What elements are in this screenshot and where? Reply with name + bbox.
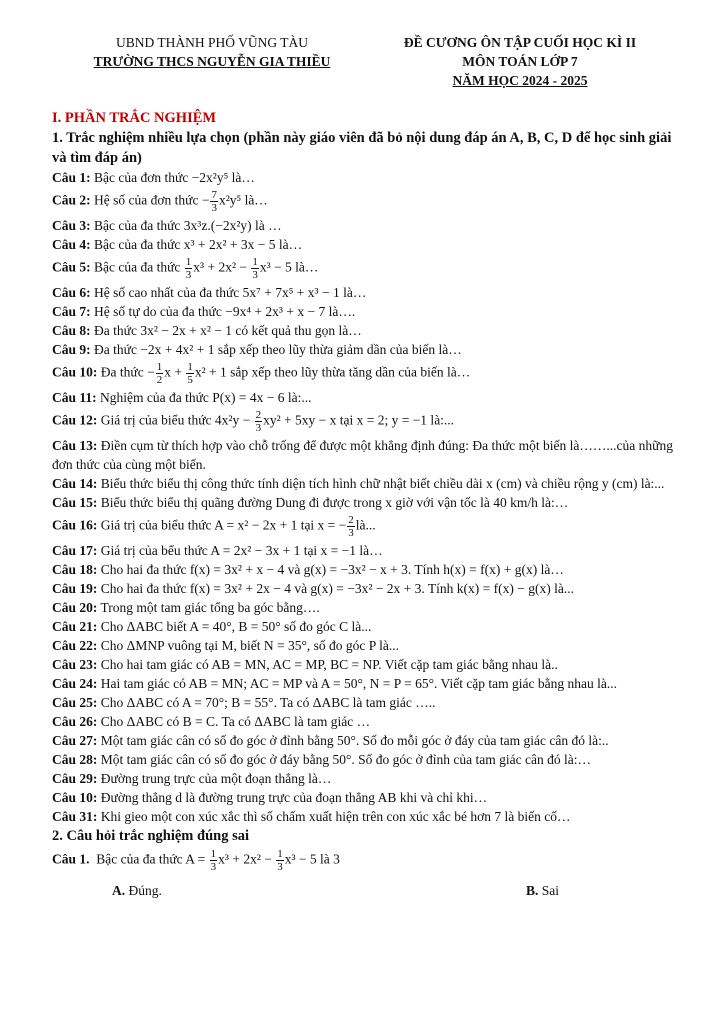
question: Câu 28: Một tam giác cân có số đo góc ở đáy bằng 50°. Số đo góc ở đỉnh của tam giác cân đó là:… [52,752,591,767]
question: Câu 21: Cho ΔABC biết A = 40°, B = 50° số đo góc C là... [52,619,372,634]
answer-option-a[interactable]: A. Đúng. [112,883,162,898]
question: Câu 19: Cho hai đa thức f(x) = 3x² + 2x − 4 và g(x) = −3x² − 2x + 3. Tính k(x) = f(x) − g(x) là... [52,581,574,596]
question: Câu 15: Biểu thức biểu thị quãng đường Dung đi được trong x giờ với vận tốc là 40 km/h là:… [52,495,569,510]
question: Câu 16: Giá trị của biểu thức A = x² − 2x + 1 tại x = − $\frac{2}{3}$ là... [52,514,376,539]
question: Câu 10: Đường thẳng d là đường trung trực của đoạn thẳng AB khi và chỉ khi… [52,790,488,805]
question: Câu 3: Bậc của đa thức 3x³z.(−2x²y) là … [52,218,282,233]
header-left [52,33,372,71]
fraction: $\frac{2}{3}$ [255,409,262,434]
section-title: I. PHẦN TRẮC NGHIỆM [52,110,217,126]
question: Câu 1: Bậc của đơn thức −2x²y⁵ là… [52,170,255,185]
question: Câu 11: Nghiệm của đa thức P(x) = 4x − 6 là:... [52,390,312,405]
question: Câu 24: Hai tam giác có AB = MN; AC = MP và A = 50°, N = P = 65°. Viết cặp tam giác bằng nhau là... [52,676,618,691]
question: Câu 4: Bậc của đa thức x³ + 2x² + 3x − 5 là… [52,237,303,252]
header-doc-title: ĐỀ CƯƠNG ÔN TẬP CUỐI HỌC KÌ II [403,35,637,50]
question: Câu 6: Hệ số cao nhất của đa thức 5x⁷ + 7x⁵ + x³ − 1 là… [52,285,367,300]
fraction: $\frac{1}{3}$ [185,256,192,281]
header-subject: MÔN TOÁN LỚP 7 [462,54,578,69]
fraction: $\frac{1}{3}$ [252,256,258,281]
question: Câu 22: Cho ΔMNP vuông tại M, biết N = 35°, số đo góc P là... [52,638,399,653]
fraction: $\frac{1}{3}$ [210,848,217,873]
tf-question: Câu 1. Bậc của đa thức A = $\frac{1}{3}$ x³ + 2x² − $\frac{1}{3}$ x³ − 5 là 3 [52,848,340,873]
question: Câu 9: Đa thức −2x + 4x² + 1 sắp xếp theo lũy thừa giảm dần của biến là… [52,342,462,357]
question: Câu 13: Điền cụm từ thích hợp vào chỗ trống để được một khẳng định đúng: Đa thức một biến là……...của những đơn thức của cùng một biến. [52,438,673,472]
question: Câu 18: Cho hai đa thức f(x) = 3x² + x − 4 và g(x) = −3x² − x + 3. Tính h(x) = f(x) + g(x) là… [52,562,564,577]
question: Câu 8: Đa thức 3x² − 2x + x² − 1 có kết quả thu gọn là… [52,323,362,338]
question: Câu 26: Cho ΔABC có B = C. Ta có ΔABC là tam giác … [52,714,371,729]
fraction: $\frac{2}{3}$ [348,514,354,539]
question: Câu 25: Cho ΔABC có A = 70°; B = 55°. Ta có ΔABC là tam giác ….. [52,695,436,710]
question: Câu 23: Cho hai tam giác có AB = MN, AC = MP, BC = NP. Viết cặp tam giác bằng nhau là.. [52,657,558,672]
header-school-year: NĂM HỌC 2024 - 2025 [452,73,588,88]
question: Câu 27: Một tam giác cân có số đo góc ở đỉnh bằng 50°. Số đo mỗi góc ở đáy của tam giác cân đó là:.. [52,733,609,748]
header-city: UBND THÀNH PHỐ VŨNG TÀU [115,35,308,50]
fraction: $\frac{1}{2}$ [156,361,163,386]
subsection-title: 2. Câu hỏi trắc nghiệm đúng sai [52,828,249,844]
fraction: $\frac{1}{5}$ [187,361,193,386]
subsection-title: 1. Trắc nghiệm nhiều lựa chọn (phần này giáo viên đã bỏ nội dung đáp án A, B, C, D để học sinh giải và tìm đáp án) [52,130,672,166]
tf-answers [52,881,688,905]
question: Câu 2: Hệ số của đơn thức − $\frac{7}{3}$ x²y⁵ là… [52,189,268,214]
question: Câu 31: Khi gieo một con xúc xắc thì số chấm xuất hiện trên con xúc xắc bé hơn 7 là biến cố… [52,809,571,824]
header-right [360,33,680,90]
question: Câu 20: Trong một tam giác tổng ba góc bằng…. [52,600,320,615]
question: Câu 14: Biểu thức biểu thị công thức tính diện tích hình chữ nhật biết chiều dài x (cm) và chiều rộng y (cm) là:... [52,476,665,491]
document-body [52,108,688,905]
fraction: $\frac{1}{3}$ [277,848,283,873]
question: Câu 7: Hệ số tự do của đa thức −9x⁴ + 2x³ + x − 7 là…. [52,304,356,319]
answer-option-b[interactable]: B. Sai [526,883,560,898]
header-school: TRƯỜNG THCS NGUYỄN GIA THIỀU [93,54,331,69]
question: Câu 12: Giá trị của biểu thức 4x²y − $\frac{2}{3}$ xy² + 5xy − x tại x = 2; y = −1 là:... [52,409,455,434]
question: Câu 10: Đa thức − $\frac{1}{2}$ x + $\frac{1}{5}$ x² + 1 sắp xếp theo lũy thừa tăng dần của biến là… [52,361,471,386]
question: Câu 29: Đường trung trực của một đoạn thẳng là… [52,771,332,786]
fraction: $\frac{7}{3}$ [211,189,217,214]
question: Câu 17: Giá trị của bểu thức A = 2x² − 3x + 1 tại x = −1 là… [52,543,383,558]
question: Câu 5: Bậc của đa thức $\frac{1}{3}$ x³ + 2x² − $\frac{1}{3}$ x³ − 5 là… [52,256,319,281]
